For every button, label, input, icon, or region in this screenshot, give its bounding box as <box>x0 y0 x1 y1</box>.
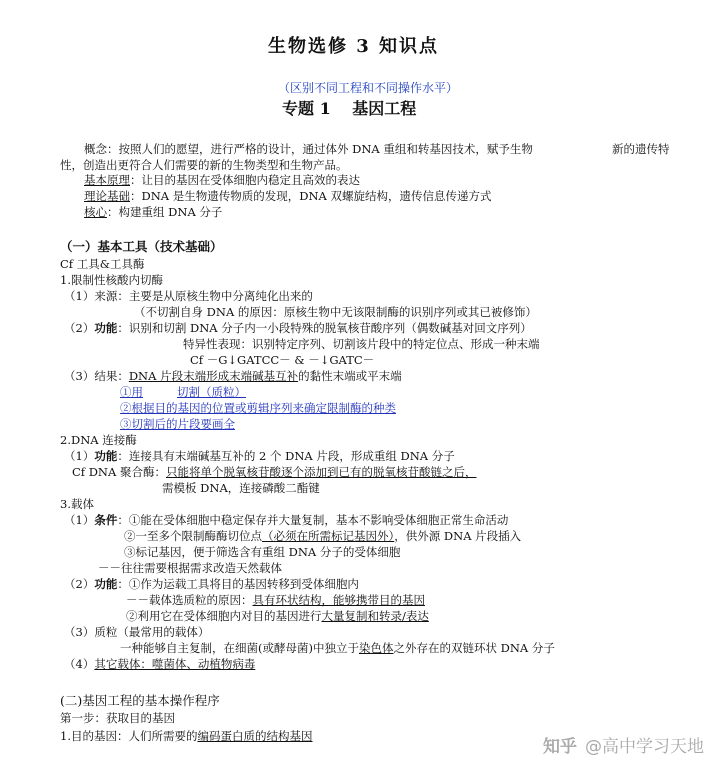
polymerase-line <box>72 464 476 481</box>
vector-function-note <box>126 592 425 609</box>
ligase-fn-num: （1） <box>64 449 95 463</box>
ligase-title: 2.DNA 连接酶 <box>60 433 137 447</box>
concept-line-end: 新的遗传特 <box>612 142 670 156</box>
target-a: 1.目的基因：人们所需要的 <box>60 729 198 743</box>
ligase-function <box>64 448 455 465</box>
cond2-c: ，供外源 DNA 片段插入 <box>394 529 522 543</box>
vfn-num: （2） <box>64 577 95 591</box>
note-1 <box>120 384 246 401</box>
ligase-fn-label: 功能 <box>94 449 118 463</box>
other-vectors <box>64 656 255 673</box>
theory-label: 理论基础 <box>84 189 130 203</box>
note-2: ②根据目的基因的位置或剪辑序列来确定限制酶的种类 <box>120 401 396 415</box>
concept-line-2: 性，创造出更符合人们需要的新的生物类型和生物产品。 <box>60 158 348 172</box>
watermark <box>543 739 704 756</box>
vector-condition-note: －－往往需要根据需求改造天然载体 <box>98 561 282 575</box>
note-1-b: 切割（质粒） <box>177 385 246 399</box>
theory-line <box>84 188 491 205</box>
vfn-text: ：①作为运载工具将目的基因转移到受体细胞内 <box>117 577 359 591</box>
cond-num: （1） <box>64 513 95 527</box>
result-line <box>64 368 402 385</box>
plasmid-d: 之外存在的双链环状 DNA 分子 <box>393 641 555 655</box>
function-label: 功能 <box>94 321 118 335</box>
note-1-a: ①用 <box>120 385 143 399</box>
polymerase-line-2: 需模板 DNA，连接磷酸二酯键 <box>162 481 320 495</box>
vector-title: 3.载体 <box>60 497 94 511</box>
vector-condition-3: ③标记基因，便于筛选含有重组 DNA 分子的受体细胞 <box>124 545 401 559</box>
vfn-label: 功能 <box>94 577 118 591</box>
document-title: 生物选修 3 知识点 <box>268 36 440 57</box>
cond2-b: （必须在所需标记基因外） <box>262 529 395 543</box>
vfn2-a: ②利用它在受体细胞内对目的基因进行 <box>126 609 322 623</box>
core-label: 核心 <box>84 205 107 219</box>
polymerase-text: 只能将单个脱氧核苷酸逐个添加到已有的脱氧核苷酸链之后， <box>165 465 477 479</box>
topic-title: 专题 1 基因工程 <box>282 99 417 118</box>
source-note: （不切割自身 DNA 的原因：原核生物中无该限制酶的识别序列或其已被修饰） <box>134 305 537 319</box>
principle-text: ：让目的基因在受体细胞内稳定且高效的表达 <box>130 173 360 187</box>
section-2-heading: (二)基因工程的基本操作程序 <box>60 693 220 708</box>
polymerase-label: Cf DNA 聚合酶： <box>72 465 166 479</box>
result-underlined: DNA 片段末端形成末端碱基互补 <box>128 369 299 383</box>
theory-text: ：DNA 是生物遗传物质的发现，DNA 双螺旋结构，遗传信息传递方式 <box>130 189 492 203</box>
function-line <box>64 320 532 337</box>
plasmid-title: （3）质粒（最常用的载体） <box>64 625 210 639</box>
note-3: ③切割后的片段要画全 <box>120 417 235 431</box>
other-text: 其它载体：噬菌体、动植物病毒 <box>94 657 256 671</box>
result-num: （3）结果： <box>64 369 129 383</box>
principle-line <box>84 172 360 189</box>
target-gene-line <box>60 728 312 745</box>
vector-function-2 <box>126 608 429 625</box>
step-1: 第一步：获取目的基因 <box>60 711 175 725</box>
core-line <box>84 204 222 221</box>
function-num: （2） <box>64 321 95 335</box>
specificity-line: 特异性表现：识别特定序列、切割该片段中的特定位点、形成一种末端 <box>183 337 540 351</box>
concept-line: 概念：按照人们的愿望，进行严格的设计，通过体外 DNA 重组和转基因技术，赋予生物 <box>84 142 533 156</box>
result-text: 的黏性末端或平末端 <box>298 369 402 383</box>
plasmid-desc <box>120 640 555 657</box>
vfn2-b: 大量复制和转录/表达 <box>321 609 429 623</box>
plasmid-b: 一种能够自主复制，在细菌(或酵母菌)中独立于 <box>120 641 359 655</box>
section-1-heading: （一）基本工具（技术基础） <box>60 239 223 254</box>
cond-label: 条件 <box>94 513 118 527</box>
vfn-note-a: －－载体选质粒的原因： <box>126 593 253 607</box>
vector-condition <box>64 512 508 529</box>
watermark-text: @高中学习天地 <box>585 737 704 757</box>
other-num: （4） <box>64 657 95 671</box>
function-text: ：识别和切割 DNA 分子内一小段特殊的脱氧核苷酸序列（偶数碱基对回文序列） <box>117 321 532 335</box>
cf-tools: Cf 工具&工具酶 <box>60 257 145 271</box>
vector-condition-2 <box>124 528 521 545</box>
cond2-a: ②一至多个限制酶酶切位点 <box>124 529 262 543</box>
cf-sequence: Cf －G↓GATCC－ & －↓GATC－ <box>190 353 375 367</box>
principle-label: 基本原理 <box>84 173 130 187</box>
target-b: 编码蛋白质的结构基因 <box>197 729 313 743</box>
vfn-note-b: 具有环状结构，能够携带目的基因 <box>252 593 425 607</box>
plasmid-chromosome: 染色体 <box>358 641 394 655</box>
vector-function <box>64 576 359 593</box>
subtitle: （区别不同工程和不同操作水平） <box>278 81 459 95</box>
cond-text: ：①能在受体细胞中稳定保存并大量复制，基本不影响受体细胞正常生命活动 <box>117 513 509 527</box>
enzyme-title: 1.限制性核酸内切酶 <box>60 273 163 287</box>
zhihu-logo: 知乎 <box>543 737 577 757</box>
core-text: ：构建重组 DNA 分子 <box>107 205 223 219</box>
source-line: （1）来源：主要是从原核生物中分离纯化出来的 <box>64 289 313 303</box>
ligase-fn-text: ：连接具有末端碱基互补的 2 个 DNA 片段，形成重组 DNA 分子 <box>117 449 455 463</box>
